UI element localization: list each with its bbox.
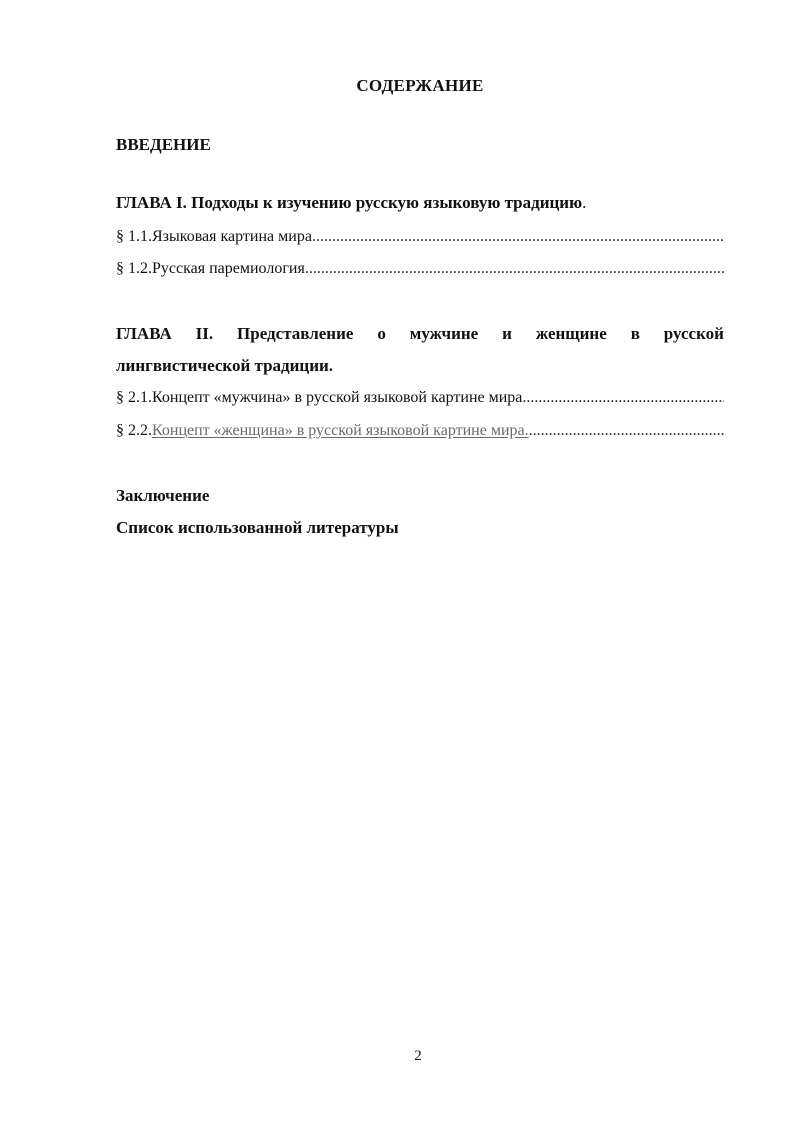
toc-entry-2-2-title-link[interactable]: Концепт «женщина» в русской языковой картине мира.	[152, 422, 529, 439]
toc-bibliography: Список использованной литературы	[116, 518, 399, 537]
chapter-2-word: в	[630, 324, 640, 343]
toc-entry-1-1	[116, 228, 724, 246]
chapter-2-heading-line-2: лингвистической традиции.	[116, 356, 334, 375]
chapter-1-heading-text: ГЛАВА I. Подходы к изучению русскую языковую традицию	[116, 193, 583, 212]
dot-leader	[529, 422, 724, 440]
toc-entry-2-1-title: Концепт «мужчина» в русской языковой картине мира	[152, 389, 523, 406]
dot-leader	[312, 228, 724, 246]
toc-entry-2-1	[116, 389, 724, 407]
chapter-2-heading-line-1	[116, 318, 724, 350]
dot-leader	[522, 389, 724, 407]
chapter-2-word: Представление	[237, 324, 354, 343]
toc-entry-1-2	[116, 260, 724, 278]
dot-leader	[305, 260, 724, 278]
chapter-2-word: мужчине	[409, 324, 479, 343]
toc-entry-1-2-title: Русская паремиология	[152, 260, 305, 277]
chapter-1-heading-end: .	[582, 193, 587, 212]
toc-conclusion: Заключение	[116, 486, 210, 505]
chapter-2-word: о	[377, 324, 386, 343]
toc-entry-2-2-number: § 2.2.	[116, 422, 152, 439]
toc-entry-1-1-number: § 1.1.	[116, 228, 152, 245]
toc-introduction: ВВЕДЕНИЕ	[116, 135, 211, 154]
toc-chapter-1-heading	[116, 193, 724, 213]
toc-entry-2-1-number: § 2.1.	[116, 389, 152, 406]
page-number: 2	[414, 1048, 422, 1064]
chapter-2-word: русской	[663, 324, 724, 343]
chapter-2-word: женщине	[535, 324, 607, 343]
toc-chapter-2-heading	[116, 318, 724, 382]
toc-entry-1-1-title: Языковая картина мира	[152, 228, 312, 245]
chapter-2-word: ГЛАВА	[116, 324, 172, 343]
chapter-2-word: II.	[195, 324, 214, 343]
toc-title: СОДЕРЖАНИЕ	[356, 76, 484, 95]
chapter-2-word: и	[502, 324, 512, 343]
toc-entry-1-2-number: § 1.2.	[116, 260, 152, 277]
toc-entry-2-2[interactable]	[116, 422, 724, 440]
